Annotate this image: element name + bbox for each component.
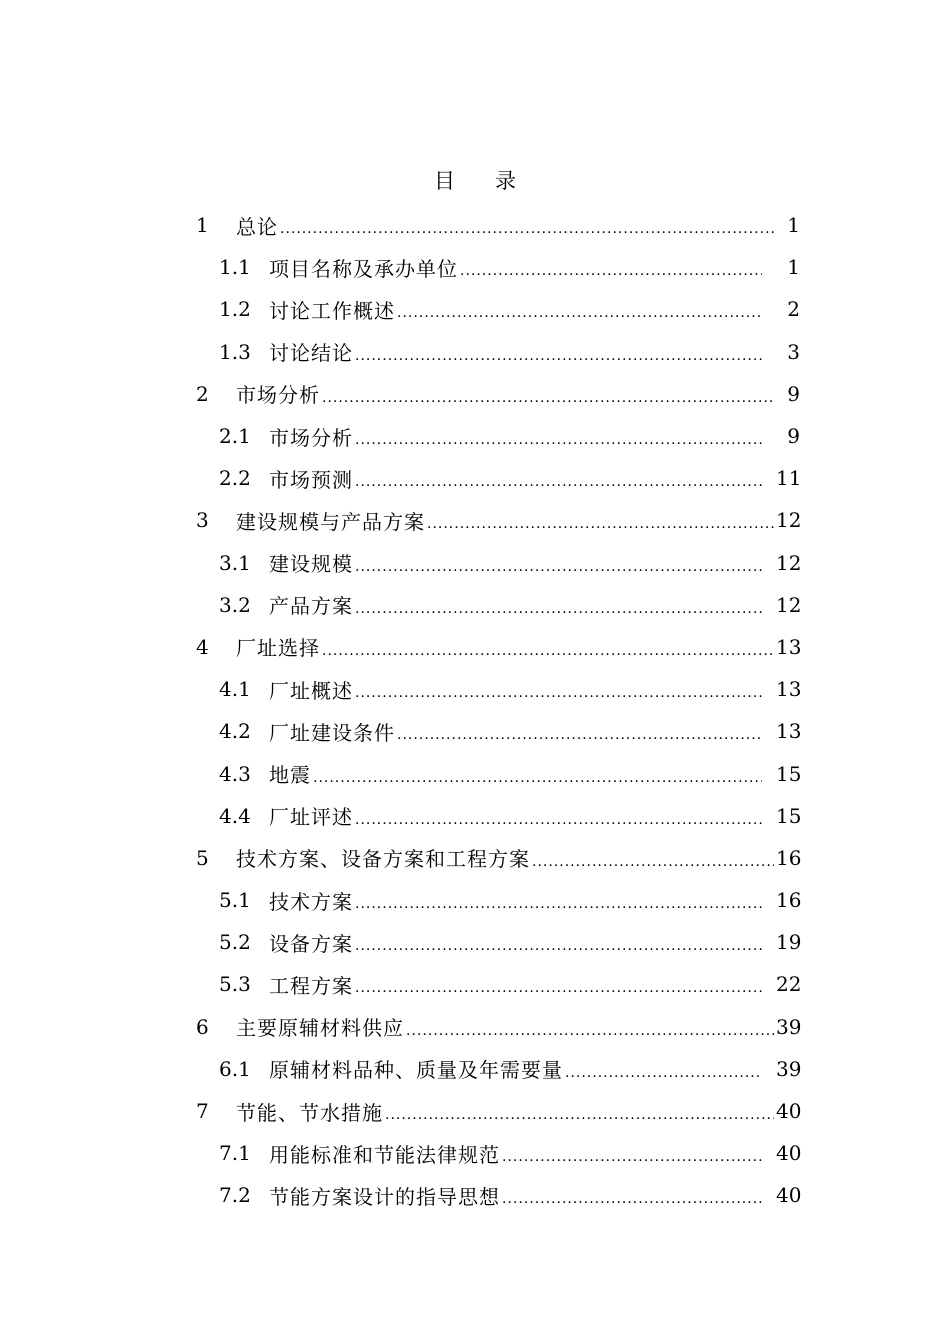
toc-dot-leader [355, 938, 762, 954]
toc-entry-label: 项目名称及承办单位 [269, 256, 458, 281]
toc-entry-label: 主要原辅材料供应 [236, 1016, 404, 1041]
toc-entry-page-number: 16 [776, 845, 802, 870]
toc-entry-number: 2.1 [219, 424, 251, 449]
toc-dot-leader [355, 559, 762, 575]
toc-entry-number: 5.3 [219, 972, 251, 997]
toc-entry-label: 技术方案 [269, 889, 353, 914]
toc-dot-leader [355, 980, 762, 996]
toc-entry-page-number: 13 [776, 719, 802, 744]
toc-entry-page-number: 40 [776, 1183, 802, 1208]
toc-entry[interactable] [0, 288, 950, 330]
toc-entry-number: 5.2 [219, 930, 251, 955]
toc-entry-number: 7.1 [219, 1141, 251, 1166]
toc-entry[interactable] [0, 204, 950, 246]
toc-entry[interactable] [0, 626, 950, 668]
toc-dot-leader [355, 896, 762, 912]
toc-dot-leader [502, 1191, 762, 1207]
toc-entry-number: 2 [196, 381, 209, 406]
toc-entry-number: 7.2 [219, 1183, 251, 1208]
toc-dot-leader [355, 812, 762, 828]
toc-entry-page-number: 40 [776, 1099, 802, 1124]
toc-entry-page-number: 19 [776, 930, 802, 955]
toc-entry-label: 技术方案、设备方案和工程方案 [236, 847, 530, 872]
toc-entry-page-number: 13 [776, 677, 802, 702]
toc-entry-label: 产品方案 [269, 594, 353, 619]
toc-entry-number: 5 [196, 845, 209, 870]
toc-entry[interactable] [0, 1090, 950, 1132]
toc-entry[interactable] [0, 921, 950, 963]
toc-dot-leader [406, 1023, 774, 1039]
toc-entry[interactable] [0, 499, 950, 541]
toc-entry-label: 工程方案 [269, 973, 353, 998]
toc-entry-number: 4.4 [219, 803, 251, 828]
toc-dot-leader [397, 305, 762, 321]
toc-dot-leader [313, 770, 762, 786]
toc-title [0, 166, 950, 196]
toc-entry-number: 1.2 [219, 297, 251, 322]
toc-entry-label: 节能、节水措施 [236, 1100, 383, 1125]
toc-entry-number: 5.1 [219, 888, 251, 913]
toc-entry-page-number: 22 [776, 972, 802, 997]
toc-entry-number: 6 [196, 1014, 209, 1039]
toc-entry-number: 2.2 [219, 466, 251, 491]
toc-entry-page-number: 15 [776, 803, 802, 828]
toc-entry-label: 讨论工作概述 [269, 298, 395, 323]
toc-entry[interactable] [0, 710, 950, 752]
toc-entry-label: 市场分析 [269, 425, 353, 450]
toc-entry-label: 厂址概述 [269, 678, 353, 703]
toc-entry-page-number: 39 [776, 1014, 802, 1039]
toc-entry-page-number: 1 [787, 255, 800, 280]
toc-entry-label: 总论 [236, 214, 278, 239]
toc-entry-label: 原辅材料品种、质量及年需要量 [269, 1058, 563, 1083]
toc-entry-page-number: 3 [787, 339, 800, 364]
toc-entry-number: 6.1 [219, 1056, 251, 1081]
toc-entry[interactable] [0, 963, 950, 1005]
toc-entry[interactable] [0, 246, 950, 288]
toc-entry[interactable] [0, 1006, 950, 1048]
toc-entry-page-number: 39 [776, 1056, 802, 1081]
toc-entry-page-number: 12 [776, 508, 802, 533]
toc-entry[interactable] [0, 415, 950, 457]
toc-entry-page-number: 40 [776, 1141, 802, 1166]
toc-entry-page-number: 9 [787, 424, 800, 449]
toc-entry-number: 4.1 [219, 677, 251, 702]
toc-entry[interactable] [0, 457, 950, 499]
toc-entry-number: 1.1 [219, 255, 251, 280]
toc-entry[interactable] [0, 879, 950, 921]
toc-entry[interactable] [0, 1132, 950, 1174]
toc-entry-number: 1.3 [219, 339, 251, 364]
toc-list [0, 204, 950, 1217]
toc-entry-label: 设备方案 [269, 931, 353, 956]
toc-entry-number: 1 [196, 213, 209, 238]
toc-dot-leader [385, 1107, 774, 1123]
toc-dot-leader [502, 1149, 762, 1165]
toc-entry[interactable] [0, 752, 950, 794]
toc-entry[interactable] [0, 331, 950, 373]
toc-entry-label: 市场分析 [236, 383, 320, 408]
toc-entry-page-number: 16 [776, 888, 802, 913]
toc-entry-page-number: 15 [776, 761, 802, 786]
toc-title-right: 录 [495, 169, 516, 193]
toc-dot-leader [280, 221, 774, 237]
toc-title-left: 目 [434, 169, 455, 193]
toc-entry-number: 3.2 [219, 592, 251, 617]
toc-dot-leader [355, 601, 762, 617]
toc-entry-page-number: 11 [776, 466, 802, 491]
toc-entry-label: 厂址选择 [236, 636, 320, 661]
toc-entry[interactable] [0, 542, 950, 584]
toc-dot-leader [397, 727, 762, 743]
toc-entry[interactable] [0, 1174, 950, 1216]
toc-entry-label: 厂址建设条件 [269, 720, 395, 745]
toc-dot-leader [460, 263, 762, 279]
toc-dot-leader [565, 1065, 762, 1081]
toc-entry-page-number: 1 [787, 213, 800, 238]
toc-entry[interactable] [0, 1048, 950, 1090]
toc-entry-number: 3.1 [219, 550, 251, 575]
toc-entry-page-number: 13 [776, 634, 802, 659]
toc-entry-label: 建设规模 [269, 552, 353, 577]
toc-dot-leader [427, 516, 774, 532]
toc-entry[interactable] [0, 795, 950, 837]
toc-entry-number: 7 [196, 1099, 209, 1124]
toc-dot-leader [322, 390, 774, 406]
toc-dot-leader [355, 685, 762, 701]
toc-entry-label: 市场预测 [269, 467, 353, 492]
toc-entry-number: 4.3 [219, 761, 251, 786]
toc-entry[interactable] [0, 668, 950, 710]
toc-entry-page-number: 9 [787, 381, 800, 406]
toc-dot-leader [355, 474, 762, 490]
toc-entry-label: 节能方案设计的指导思想 [269, 1184, 500, 1209]
toc-entry[interactable] [0, 837, 950, 879]
toc-entry-label: 厂址评述 [269, 805, 353, 830]
toc-dot-leader [322, 643, 774, 659]
toc-entry-page-number: 12 [776, 592, 802, 617]
toc-entry-label: 建设规模与产品方案 [236, 509, 425, 534]
toc-dot-leader [532, 854, 774, 870]
toc-entry[interactable] [0, 373, 950, 415]
toc-entry-label: 用能标准和节能法律规范 [269, 1142, 500, 1167]
toc-entry[interactable] [0, 584, 950, 626]
toc-entry-page-number: 12 [776, 550, 802, 575]
toc-dot-leader [355, 348, 762, 364]
toc-dot-leader [355, 432, 762, 448]
toc-entry-label: 地震 [269, 763, 311, 788]
toc-entry-number: 4 [196, 634, 209, 659]
toc-entry-page-number: 2 [787, 297, 800, 322]
toc-entry-label: 讨论结论 [269, 341, 353, 366]
toc-entry-number: 4.2 [219, 719, 251, 744]
toc-entry-number: 3 [196, 508, 209, 533]
